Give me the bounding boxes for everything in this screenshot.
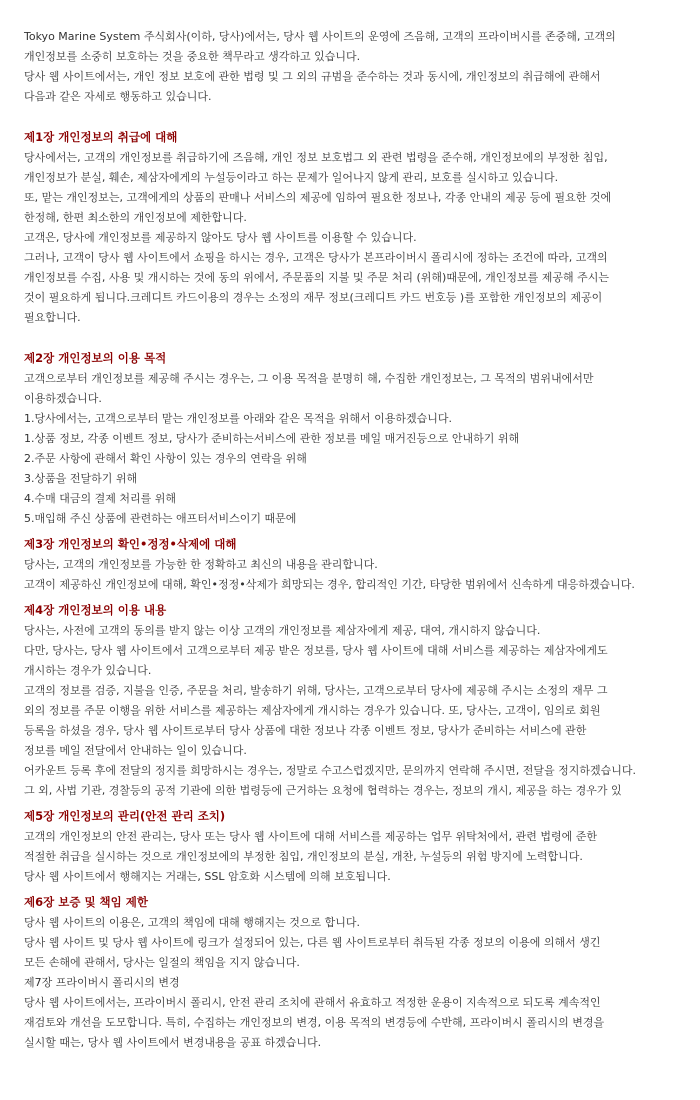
section-4: [24, 600, 700, 801]
section-line: 어카운트 등록 후에 전달의 정지를 희망하시는 경우는, 정말로 수고스럽겠지만, 문의까지 연락해 주시면, 전달을 정지하겠습니다.: [24, 764, 636, 777]
intro-line: 개인정보를 소중히 보호하는 것을 중요한 책무라고 생각하고 있습니다.: [24, 50, 361, 63]
section-line: 실시할 때는, 당사 웹 사이트에서 변경내용을 공표 하겠습니다.: [24, 1036, 322, 1049]
section-line: 당사 웹 사이트에서 행해지는 거래는, SSL 암호화 시스템에 의해 보호됩니다.: [24, 870, 391, 883]
section-line: 3.상품을 전달하기 위해: [24, 472, 138, 485]
section-line: 것이 필요하게 됩니다.크레디트 카드이용의 경우는 소정의 재무 정보(크레디트 카드 번호등 )를 포함한 개인정보의 제공이: [24, 291, 603, 304]
section-3: [24, 534, 700, 595]
section-line: 고객으로부터 개인정보를 제공해 주시는 경우는, 그 이용 목적을 분명히 해, 수집한 개인정보는, 그 목적의 범위내에서만: [24, 372, 594, 385]
section-line: 적절한 취급을 실시하는 것으로 개인정보에의 부정한 침입, 개인정보의 분실, 개찬, 누설등의 위험 방지에 노력합니다.: [24, 850, 583, 863]
section-line: 당사 웹 사이트의 이용은, 고객의 책임에 대해 행해지는 것으로 합니다.: [24, 916, 360, 929]
section-2: [24, 348, 700, 529]
section-line: 당사에서는, 고객의 개인정보를 취급하기에 즈음해, 개인 정보 보호법그 외 관련 법령을 준수해, 개인정보에의 부정한 침입,: [24, 151, 608, 164]
section-line: 1.당사에서는, 고객으로부터 맡는 개인정보를 아래와 같은 목적을 위해서 이용하겠습니다.: [24, 412, 452, 425]
intro-line: 다음과 같은 자세로 행동하고 있습니다.: [24, 90, 212, 103]
section-line: 2.주문 사항에 관해서 확인 사항이 있는 경우의 연락을 위해: [24, 452, 307, 465]
section-heading: 제6장 보증 및 책임 제한: [24, 895, 148, 909]
section-line: 그러나, 고객이 당사 웹 사이트에서 쇼핑을 하시는 경우, 고객은 당사가 본프라이버시 폴리시에 정하는 조건에 따라, 고객의: [24, 251, 608, 264]
intro-line: Tokyo Marine System 주식회사(이하, 당사)에서는, 당사 웹 사이트의 운영에 즈음해, 고객의 프라이버시를 존중해, 고객의: [24, 30, 616, 43]
section-line: 고객의 개인정보의 안전 관리는, 당사 또는 당사 웹 사이트에 대해 서비스를 제공하는 업무 위탁처에서, 관련 법령에 준한: [24, 830, 597, 843]
section-line: 5.매입해 주신 상품에 관련하는 애프터서비스이기 때문에: [24, 512, 297, 525]
section-line: 4.수매 대금의 결제 처리를 위해: [24, 492, 176, 505]
section-heading: 제2장 개인정보의 이용 목적: [24, 351, 167, 365]
section-heading: 제1장 개인정보의 취급에 대해: [24, 130, 178, 144]
section-line: 등록을 하셨을 경우, 당사 웹 사이트로부터 당사 상품에 대한 정보나 각종 이벤트 정보, 당사가 준비하는 서비스에 관한: [24, 724, 587, 737]
section-line: 고객이 제공하신 개인정보에 대해, 확인•정정•삭제가 희망되는 경우, 합리적인 기간, 타당한 범위에서 신속하게 대응하겠습니다.: [24, 578, 635, 591]
section-heading: 제5장 개인정보의 관리(안전 관리 조치): [24, 809, 226, 823]
section-line: 모든 손해에 관해서, 당사는 일절의 책임을 지지 않습니다.: [24, 956, 300, 969]
section-line: 고객은, 당사에 개인정보를 제공하지 않아도 당사 웹 사이트를 이용할 수 있습니다.: [24, 231, 417, 244]
intro-section: [24, 27, 700, 107]
section-heading: 제4장 개인정보의 이용 내용: [24, 603, 167, 617]
section-line: 고객의 정보를 검증, 지불을 인증, 주문을 처리, 발송하기 위해, 당사는, 고객으로부터 당사에 제공해 주시는 소정의 재무 그: [24, 684, 608, 697]
section-6: [24, 892, 700, 1053]
section-line: 1.상품 정보, 각종 이벤트 정보, 당사가 준비하는서비스에 관한 정보를 메일 매거진등으로 안내하기 위해: [24, 432, 520, 445]
section-line: 그 외, 사법 기관, 경찰등의 공적 기관에 의한 법령등에 근거하는 요청에 협력하는 경우는, 정보의 개시, 제공을 하는 경우가 있: [24, 784, 622, 797]
intro-line: 당사 웹 사이트에서는, 개인 정보 보호에 관한 법령 및 그 외의 규범을 준수하는 것과 동시에, 개인정보의 취급해에 관해서: [24, 70, 601, 83]
section-line: 당사는, 사전에 고객의 동의를 받지 않는 이상 고객의 개인정보를 제삼자에게 제공, 대여, 개시하지 않습니다.: [24, 624, 541, 637]
section-line: 당사는, 고객의 개인정보를 가능한 한 정확하고 최신의 내용을 관리합니다.: [24, 558, 378, 571]
section-line: 개시하는 경우가 있습니다.: [24, 664, 152, 677]
section-line: 필요합니다.: [24, 311, 81, 324]
section-line: 재검토와 개선을 도모합니다. 특히, 수집하는 개인정보의 변경, 이용 목적의 변경등에 수반해, 프라이버시 폴리시의 변경을: [24, 1016, 605, 1029]
section-line: 제7장 프라이버시 폴리시의 변경: [24, 976, 180, 989]
section-line: 또, 맡는 개인정보는, 고객에게의 상품의 판매나 서비스의 제공에 임하여 필요한 정보나, 각종 안내의 제공 등에 필요한 것에: [24, 191, 612, 204]
section-line: 당사 웹 사이트 및 당사 웹 사이트에 링크가 설정되어 있는, 다른 웹 사이트로부터 취득된 각종 정보의 이용에 의해서 생긴: [24, 936, 601, 949]
section-line: 당사 웹 사이트에서는, 프라이버시 폴리시, 안전 관리 조치에 관해서 유효하고 적정한 운용이 지속적으로 되도록 계속적인: [24, 996, 601, 1009]
section-line: 외의 정보를 주문 이행을 위한 서비스를 제공하는 제삼자에게 개시하는 경우가 있습니다. 또, 당사는, 고객이, 임의로 회원: [24, 704, 601, 717]
section-line: 정보를 메일 전달에서 안내하는 일이 있습니다.: [24, 744, 247, 757]
section-line: 다만, 당사는, 당사 웹 사이트에서 고객으로부터 제공 받은 정보를, 당사 웹 사이트에 대해 서비스를 제공하는 제삼자에게도: [24, 644, 608, 657]
section-line: 개인정보를 수집, 사용 및 개시하는 것에 동의 위에서, 주문품의 지불 및 주문 처리 (위해)때문에, 개인정보를 제공해 주시는: [24, 271, 610, 284]
section-1: [24, 127, 700, 328]
section-line: 이용하겠습니다.: [24, 392, 102, 405]
section-line: 개인정보가 분실, 훼손, 제삼자에게의 누설등이라고 하는 문제가 일어나지 않게 관리, 보호를 실시하고 있습니다.: [24, 171, 559, 184]
section-heading: 제3장 개인정보의 확인•정정•삭제에 대해: [24, 537, 237, 551]
section-5: [24, 806, 700, 887]
section-line: 한정해, 한편 최소한의 개인정보에 제한합니다.: [24, 211, 247, 224]
